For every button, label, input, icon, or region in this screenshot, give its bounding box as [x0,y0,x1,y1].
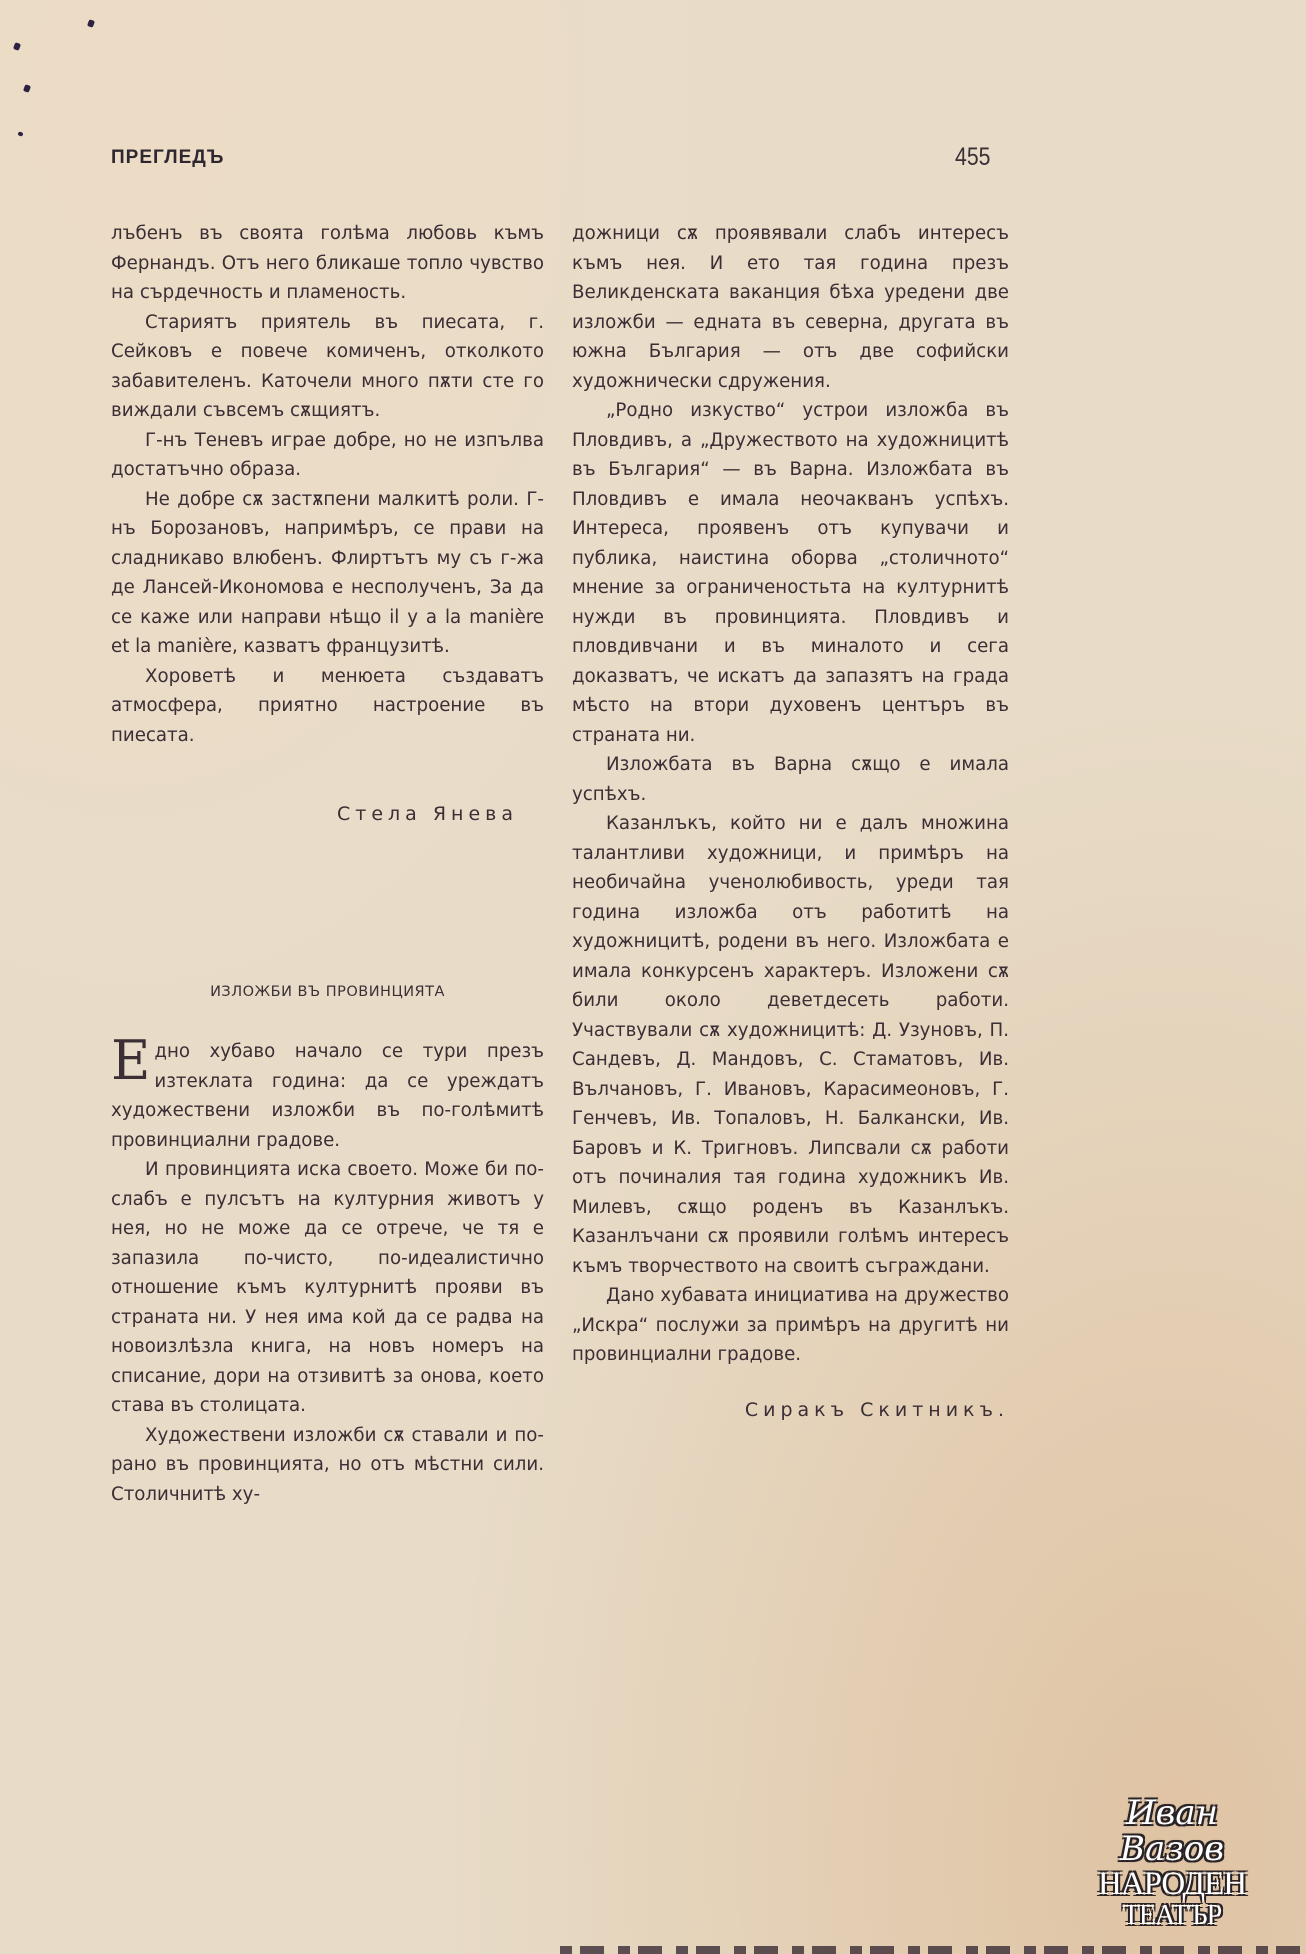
page-number: 455 [955,143,991,171]
article-opening-paragraph [111,1029,544,1155]
logo-script-signature: Иван Вазов [1119,1793,1225,1869]
paragraph: Стариятъ приятель въ пиесата, г. Сейковъ е повече комиченъ, отколкото забавителенъ. Каточели много пѫти сте го виждали съвсемъ сѫщиятъ. [111,311,544,421]
author-signature: Стела Янева [336,803,518,825]
ink-speck [87,19,95,28]
paragraph: Дано хубавата инициатива на дружество „Искра“ послужи за примѣръ на другитѣ ни провинциални градове. [572,1285,1009,1365]
left-column [111,219,544,1509]
ink-speck [23,84,31,93]
ink-speck [13,42,21,51]
paragraph: Изложбата въ Варна сѫщо е имала успѣхъ. [572,754,1009,805]
running-header-title: ПРЕГЛЕДЪ [111,147,225,168]
paragraph: Художествени изложби сѫ ставали и по-рано въ провинцията, но отъ мѣстни сили. Столичнитѣ ху- [111,1424,544,1505]
paragraph: „Родно изкуство“ устрои изложба въ Пловдивъ, а „Дружеството на художницитѣ въ България“ — въ Варна. Изложбата въ Пловдивъ е имала неочакванъ успѣхъ. Интереса, проявенъ отъ купувачи и публика, наистина оборва „столичното“ мнение за ограниченостьта на културнитѣ нужди въ провинцията. Пловдивъ и пловдивчани и въ миналото и сега доказватъ, че искатъ да запазятъ на града мѣсто на втори духовенъ центъръ въ страната ни. [572,400,1009,746]
paragraph: Не добре сѫ застѫпени малкитѣ роли. Г-нъ Борозановъ, напримѣръ, се прави на сладникаво влюбенъ. Флиртътъ му съ г-жа де Лансей-Икономова е несполученъ, За да се каже или направи нѣщо il y a la manière et la manière, казватъ французитѣ. [111,488,544,657]
paragraph: И провинцията иска своето. Може би по-слабъ е пулсътъ на културния животъ у нея, но не може да се отрече, че тя е запазила по-чисто, по-идеалистично отношение къмъ културнитѣ прояви въ страната ни. У нея има кой да се радва на новоизлѣзла книга, на новъ номеръ на списание, дори на отзивитѣ за онова, което става въ столицата. [111,1159,544,1416]
ink-speck [17,131,23,136]
logo-line-2: ТЕАТЪР [1122,1900,1222,1931]
right-column [572,219,1009,1425]
paragraph: Хороветѣ и менюета създаватъ атмосфера, приятно настроение въ пиесата. [111,665,544,746]
opening-text: дно хубаво начало се тури презъ изтеклата година: да се уреждатъ художествени изложби въ по-голѣмитѣ провинциални градове. [111,1041,544,1151]
logo-line-1: НАРОДЕН [1097,1866,1247,1902]
paragraph: Казанлъкъ, който ни е далъ множина талантливи художници, и примѣръ на необичайна ученолюбивость, уреди тая година изложба отъ работитѣ на художницитѣ, родени въ него. Изложбата е имала конкурсенъ характеръ. Изложени сѫ били около деветдесеть работи. Участвували сѫ художницитѣ: Д. Узуновъ, П. Сандевъ, Д. Мандовъ, С. Стаматовъ, Ив. Вълчановъ, Г. Ивановъ, Карасимеоновъ, Г. Генчевъ, Ив. Топаловъ, Н. Балкански, Ив. Баровъ и К. Тригновъ. Липсвали сѫ работи отъ починалия тая година художникъ Ив. Милевъ, сѫщо роденъ въ Казанлъкъ. Казанлъчани сѫ проявили голѣмъ интересъ къмъ творчеството на своитѣ съграждани. [572,813,1009,1277]
national-theatre-logo [1082,1795,1262,1931]
article-title: ИЗЛОЖБИ ВЪ ПРОВИНЦИЯТА [210,983,445,1000]
paragraph: дожници сѫ проявявали слабъ интересъ къмъ нея. И ето тая година презъ Великденската ваканция бѣха уредени две изложби — едната въ северна, другата въ южна България — отъ две софийски художнически сдружения. [572,223,1009,392]
author-signature: Сиракъ Скитникъ. [744,1398,1009,1421]
paragraph: лъбенъ въ своята голѣма любовь къмъ Фернандъ. Отъ него бликаше топло чувство на сърдечность и пламеность. [111,223,544,303]
torn-page-edge [560,1946,1306,1954]
drop-cap: Е [111,1029,151,1092]
paragraph: Г-нъ Теневъ играе добре, но не изпълва достатъчно образа. [111,429,544,480]
